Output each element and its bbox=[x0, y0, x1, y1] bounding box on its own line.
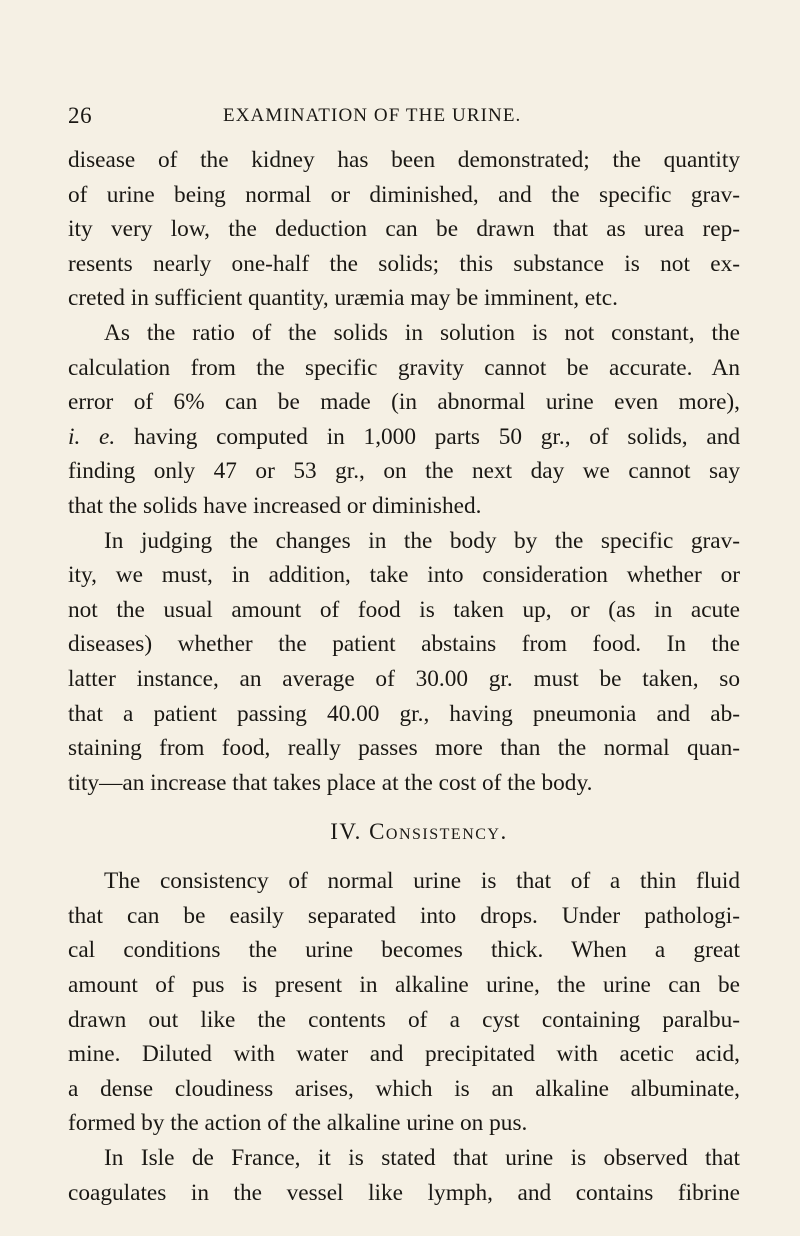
text-line-rest: having computed in 1,000 parts 50 gr., of solids, and bbox=[115, 423, 740, 450]
text-line: that a patient passing 40.00 gr., having pneumonia and ab- bbox=[68, 700, 740, 727]
text-line: mine. Diluted with water and precipitated with acetic acid, bbox=[68, 1041, 740, 1068]
text-line: As the ratio of the solids in solution is not constant, the bbox=[104, 319, 740, 346]
paragraph bbox=[68, 524, 740, 801]
text-line bbox=[68, 420, 740, 455]
text-line: not the usual amount of food is taken up, or (as in acute bbox=[68, 596, 740, 623]
text-line: cal conditions the urine becomes thick. When a great bbox=[68, 937, 740, 964]
text-line: coagulates in the vessel like lymph, and contains fibrine bbox=[68, 1179, 740, 1206]
text-line: ity very low, the deduction can be drawn that as urea rep- bbox=[68, 216, 740, 243]
text-line: error of 6% can be made (in abnormal urine even more), bbox=[68, 389, 740, 416]
running-head bbox=[68, 103, 738, 131]
text-line: diseases) whether the patient abstains from food. In the bbox=[68, 631, 740, 658]
text-line: staining from food, really passes more than the normal quan- bbox=[68, 735, 740, 762]
text-line: The consistency of normal urine is that of a thin fluid bbox=[104, 868, 740, 895]
section-heading: IV. Consistency. bbox=[330, 819, 508, 845]
text-line: formed by the action of the alkaline urine on pus. bbox=[68, 1110, 528, 1137]
text-line: drawn out like the contents of a cyst containing paralbu- bbox=[68, 1006, 740, 1033]
text-line: resents nearly one-half the solids; this substance is not ex- bbox=[68, 250, 740, 277]
text-line: finding only 47 or 53 gr., on the next day we cannot say bbox=[68, 458, 740, 485]
text-line: that the solids have increased or diminished. bbox=[68, 492, 482, 519]
text-line: a dense cloudiness arises, which is an alkaline albuminate, bbox=[68, 1075, 740, 1102]
text-line: of urine being normal or diminished, and the specific grav- bbox=[68, 181, 740, 208]
body-text bbox=[68, 143, 740, 1210]
running-title: EXAMINATION OF THE URINE. bbox=[223, 105, 522, 126]
paragraph bbox=[68, 1141, 740, 1210]
text-line: calculation from the specific gravity cannot be accurate. An bbox=[68, 354, 740, 381]
text-line: tity—an increase that takes place at the cost of the body. bbox=[68, 769, 593, 796]
paragraph bbox=[68, 143, 740, 316]
ie-abbreviation: i. e. bbox=[68, 423, 116, 450]
paragraph bbox=[68, 864, 740, 1141]
text-line: amount of pus is present in alkaline urine, the urine can be bbox=[68, 972, 740, 999]
text-line: creted in sufficient quantity, uræmia may be imminent, etc. bbox=[68, 285, 618, 312]
text-line: that can be easily separated into drops. Under pathologi- bbox=[68, 902, 740, 929]
text-line: latter instance, an average of 30.00 gr. must be taken, so bbox=[68, 665, 740, 692]
page-number: 26 bbox=[68, 103, 93, 128]
text-line: In Isle de France, it is stated that urine is observed that bbox=[104, 1145, 740, 1172]
paragraph bbox=[68, 316, 740, 524]
text-line: ity, we must, in addition, take into consideration whether or bbox=[68, 562, 740, 589]
text-line: disease of the kidney has been demonstrated; the quantity bbox=[68, 147, 740, 173]
text-line: In judging the changes in the body by the specific grav- bbox=[104, 527, 740, 554]
